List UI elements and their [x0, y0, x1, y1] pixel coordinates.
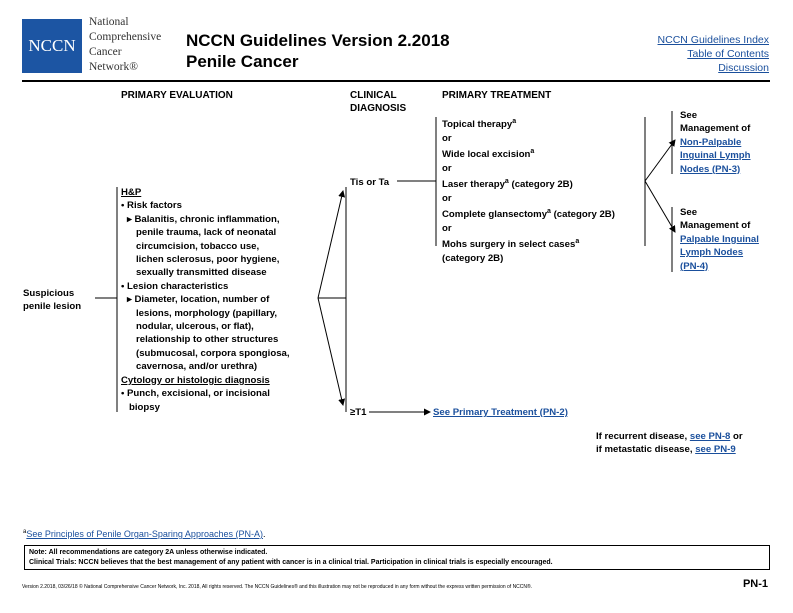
label-line: penile lesion	[23, 301, 82, 313]
table-of-contents-link[interactable]: Table of Contents	[687, 48, 769, 60]
category-label: (category 2B)	[550, 209, 615, 221]
palpable-link[interactable]: Lymph Nodes	[680, 247, 744, 259]
lesion-detail-line: cavernosa, and/or urethra)	[136, 361, 258, 373]
risk-factors: • Risk factors	[121, 200, 182, 212]
arrow-to-palpable	[645, 181, 675, 232]
mohs-surgery: Mohs surgery in select cases	[442, 239, 576, 251]
recurrent-text: If recurrent disease,	[596, 431, 690, 442]
laser-therapy: Laser therapy	[442, 179, 505, 191]
see-pn8-link[interactable]: see PN-8	[689, 431, 731, 442]
topical-therapy: Topical therapy	[442, 119, 513, 131]
see-primary-treatment-link[interactable]: See Primary Treatment (PN-2)	[433, 407, 568, 418]
management-text: Management of	[680, 220, 751, 232]
discussion-link[interactable]: Discussion	[718, 62, 769, 74]
clinical-trials-line: Clinical Trials: NCCN believes that the best management of any patient with cancer is in a clinical trial. Participation in clinical trials is especially encouraged.	[29, 559, 553, 566]
footnote-marker: a	[530, 148, 535, 155]
title-line-1: NCCN Guidelines Version 2.2018	[186, 31, 450, 50]
cytology-heading: Cytology or histologic diagnosis	[121, 374, 270, 386]
logo-line: Cancer	[89, 46, 122, 58]
title-line-2: Penile Cancer	[186, 52, 299, 71]
lesion-detail-line: lesions, morphology (papillary,	[136, 307, 278, 319]
header-primary-evaluation: PRIMARY EVALUATION	[121, 90, 233, 101]
wide-local-excision: Wide local excision	[442, 149, 531, 161]
risk-detail-line: circumcision, tobacco use,	[136, 240, 260, 252]
palpable-link[interactable]: (PN-4)	[680, 260, 709, 272]
guidelines-index-link[interactable]: NCCN Guidelines Index	[657, 34, 769, 46]
lesion-detail-line: relationship to other structures	[136, 334, 279, 346]
footnote-marker: a	[504, 178, 509, 185]
punch-line: biopsy	[129, 401, 160, 413]
risk-detail-line: lichen sclerosus, poor hygiene,	[136, 254, 280, 266]
lesion-detail-line: nodular, ulcerous, or flat),	[136, 321, 254, 333]
or-text: or	[442, 132, 452, 144]
risk-detail-line: penile trauma, lack of neonatal	[136, 227, 277, 239]
category-label: (category 2B)	[508, 179, 573, 191]
see-text: See	[680, 110, 698, 121]
hp-heading: H&P	[121, 187, 142, 198]
organ-sparing-link[interactable]: See Principles of Penile Organ-Sparing Approaches (PN-A)	[26, 529, 263, 539]
logo-line: National	[89, 16, 129, 28]
logo-line: Network®	[89, 61, 138, 73]
category-label: (category 2B)	[442, 252, 504, 264]
note-line: Note: All recommendations are category 2A unless otherwise indicated.	[29, 549, 268, 556]
metastatic-text: if metastatic disease,	[596, 444, 696, 456]
risk-detail-line: ▸ Balanitis, chronic inflammation,	[127, 213, 280, 225]
punch-line: • Punch, excisional, or incisional	[121, 388, 270, 400]
arrow-to-nonpalpable	[645, 140, 675, 181]
complete-glansectomy: Complete glansectomy	[442, 209, 548, 221]
footnote-marker: a	[512, 118, 517, 125]
label-line: Suspicious	[23, 288, 75, 299]
lesion-characteristics: • Lesion characteristics	[121, 280, 229, 292]
or-text: or	[442, 192, 452, 204]
header-line: DIAGNOSIS	[350, 103, 407, 114]
footnote-marker: a	[547, 208, 551, 215]
lesion-detail-line: ▸ Diameter, location, number of	[127, 294, 270, 306]
note-box	[24, 545, 770, 570]
copyright-footer: Version 2.2018, 03/26/18 © National Comprehensive Cancer Network, Inc. 2018, All rights reserved. The NCCN Guidelines® and this illustration may not be reproduced in any form without the express written permission of NCCN®.	[22, 584, 533, 590]
arrow-to-t1	[318, 298, 343, 405]
nonpalpable-link[interactable]: Nodes (PN-3)	[680, 163, 741, 175]
t1-label: ≥T1	[350, 407, 367, 418]
logo-line: Comprehensive	[89, 31, 162, 43]
tis-ta-label: Tis or Ta	[350, 177, 390, 188]
arrow-to-tis	[318, 191, 343, 298]
header-primary-treatment: PRIMARY TREATMENT	[442, 90, 552, 101]
footnote-marker: a	[23, 529, 27, 535]
or-text: or	[442, 162, 452, 174]
palpable-link[interactable]: Palpable Inguinal	[680, 233, 759, 245]
nonpalpable-link[interactable]: Inguinal Lymph	[680, 150, 751, 162]
page-number: PN-1	[742, 578, 768, 590]
footnote-tail: .	[262, 529, 266, 539]
lesion-detail-line: (submucosal, corpora spongiosa,	[136, 347, 290, 359]
see-text: See	[680, 207, 698, 218]
see-pn9-link[interactable]: see PN-9	[695, 444, 736, 456]
header-line: CLINICAL	[350, 90, 397, 101]
footnote-marker: a	[575, 238, 580, 245]
management-text: Management of	[680, 123, 751, 135]
risk-detail-line: sexually transmitted disease	[136, 267, 267, 279]
logo-abbr: NCCN	[28, 36, 76, 55]
recurrent-tail: or	[730, 431, 743, 442]
nonpalpable-link[interactable]: Non-Palpable	[680, 136, 742, 148]
or-text: or	[442, 222, 452, 234]
footnote	[23, 529, 265, 539]
